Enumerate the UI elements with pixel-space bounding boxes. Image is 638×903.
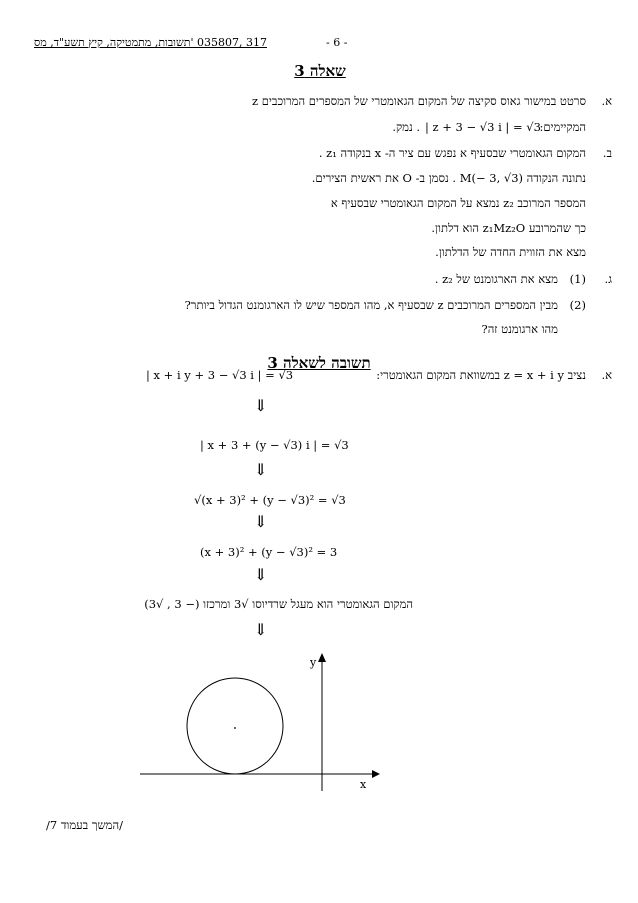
circle-center-dot [234,727,236,729]
question-b-line2: נתונה הנקודה M(− 3, √3) . נסמן ב- O את ראשית הצירים. [311,171,586,185]
implies-arrow-4: ⇓ [254,565,268,584]
answer-title: תשובה לשאלה 3 [267,354,371,372]
question-a-line2-text: המקיימים: [539,120,586,134]
answer-a-intro: נציב z = x + i y במשוואת המקום הגאומטרי: [376,368,586,382]
answer-equation-4: (x + 3)² + (y − √3)² = 3 [200,545,338,559]
answer-equation-1: | x + i y + 3 − √3 i | = √3 [146,368,294,382]
question-b-line3: המספר המרוכב z₂ נמצא על המקום הגאומטרי שבסעיף א [330,196,586,210]
question-a-label: א. [601,94,612,108]
page-number: - 6 - [326,36,348,49]
question-c1-label: (1) [569,272,586,286]
question-b-line1: המקום הגאומטרי שבסעיף א נפגש עם ציר ה- x בנקודה z₁ . [318,146,586,160]
question-a-line2-end: . נמק. [392,120,420,134]
question-b-line5: מצא את הזווית החדה של הדלתון. [435,245,586,259]
question-c2-text: מבין המספרים המרוכבים z שבסעיף א, מהו המספר שיש לו הארגומנט הגדול ביותר? [184,298,558,312]
y-axis-label: y [310,656,317,669]
x-axis-arrowhead [372,770,380,778]
question-c1-text: מצא את הארגומנט של z₂ . [434,272,558,286]
question-a-line1: סרטט במישור גאוס סקיצה של המקום הגאומטרי של המספרים המרוכבים z [252,94,586,108]
answer-conclusion: המקום הגאומטרי הוא מעגל שרדיוסו √3 ומרכזו (− 3 , √3) [144,597,413,611]
answer-equation-3: √(x + 3)² + (y − √3)² = √3 [194,493,346,507]
implies-arrow-1: ⇓ [254,396,268,415]
question-c2-label: (2) [569,298,586,312]
question-title: שאלה 3 [294,62,346,80]
answer-equation-2: | x + 3 + (y − √3) i | = √3 [200,438,349,452]
question-c2-text2: מהו ארגומנט זה? [481,322,558,336]
y-axis-arrowhead [318,653,326,662]
question-b-label: ב. [602,146,612,160]
implies-arrow-3: ⇓ [254,512,268,531]
footer-continued: /המשך בעמוד 7/ [46,818,123,832]
question-b-line4: כך שהמרובע z₁Mz₂O הוא דלתון. [431,221,586,235]
question-c-label: ג. [604,272,612,286]
question-a-equation: | z + 3 − √3 i | = √3 [425,120,541,134]
header-course-info: 317 ,035807 'תשובות, מתמטיקה, קיץ תשע"ד, מס [34,36,267,49]
locus-sketch [140,648,380,793]
locus-circle [187,678,283,774]
implies-arrow-5: ⇓ [254,620,268,639]
answer-a-label: א. [601,368,612,382]
implies-arrow-2: ⇓ [254,460,268,479]
x-axis-label: x [360,778,367,791]
